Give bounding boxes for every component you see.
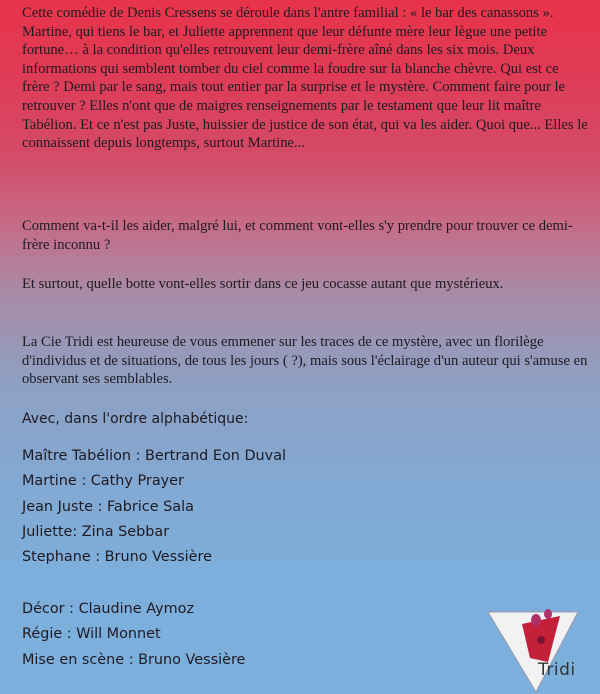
- program-page: [22, 0, 588, 694]
- cast-row: Maître Tabélion : Bertrand Eon Duval: [22, 448, 287, 464]
- cast-row: Martine : Cathy Prayer: [22, 473, 184, 489]
- cast-row: Jean Juste : Fabrice Sala: [22, 499, 194, 515]
- synopsis-paragraph-1: Cette comédie de Denis Cressens se déroule dans l'antre familial : « le bar des canassons ». Martine, qui tiens le bar, et Juliette apprennent que leur défunte mère leur lègue une petite fortune… à la condition qu'elles retrouvent leur demi-frère aîné dans les six mois. Deux informations qui semblent tomber du ciel comme la foudre sur la blanche chèvre. Qui est ce frère ? Demi par le sang, mais tout entier par la surprise et le mystère. Comment faire pour le retrouver ? Elles n'ont que de maigres renseignements par le testament que leur lit maître Tabélion. Et ce n'est pas Juste, huissier de justice de son état, qui va les aider. Quoi que... Elles le connaissent depuis longtemps, surtout Martine...: [22, 5, 588, 152]
- logo-text: Tridi: [538, 660, 576, 680]
- heart-icon: [537, 636, 545, 644]
- crew-row: Régie : Will Monnet: [22, 626, 161, 642]
- synopsis-paragraph-2: Comment va-t-il les aider, malgré lui, et comment vont-elles s'y prendre pour trouver ce demi-frère inconnu ?: [22, 218, 573, 253]
- cast-row: Stephane : Bruno Vessière: [22, 549, 212, 565]
- company-paragraph: La Cie Tridi est heureuse de vous emmener sur les traces de ce mystère, avec un florilège d'individus et de situations, de tous les jours ( ?), mais sous l'éclairage d'un auteur qui s'amuse en observant ses semblables.: [22, 334, 588, 388]
- comedy-mask-icon: [531, 614, 541, 626]
- tragedy-mask-icon: [544, 609, 552, 619]
- crew-row: Mise en scène : Bruno Vessière: [22, 652, 246, 668]
- synopsis-paragraph-3: Et surtout, quelle botte vont-elles sortir dans ce jeu cocasse autant que mystérieux.: [22, 276, 504, 292]
- cast-intro: Avec, dans l'ordre alphabétique:: [22, 411, 249, 427]
- cast-row: Juliette: Zina Sebbar: [22, 524, 170, 540]
- crew-row: Décor : Claudine Aymoz: [22, 601, 194, 617]
